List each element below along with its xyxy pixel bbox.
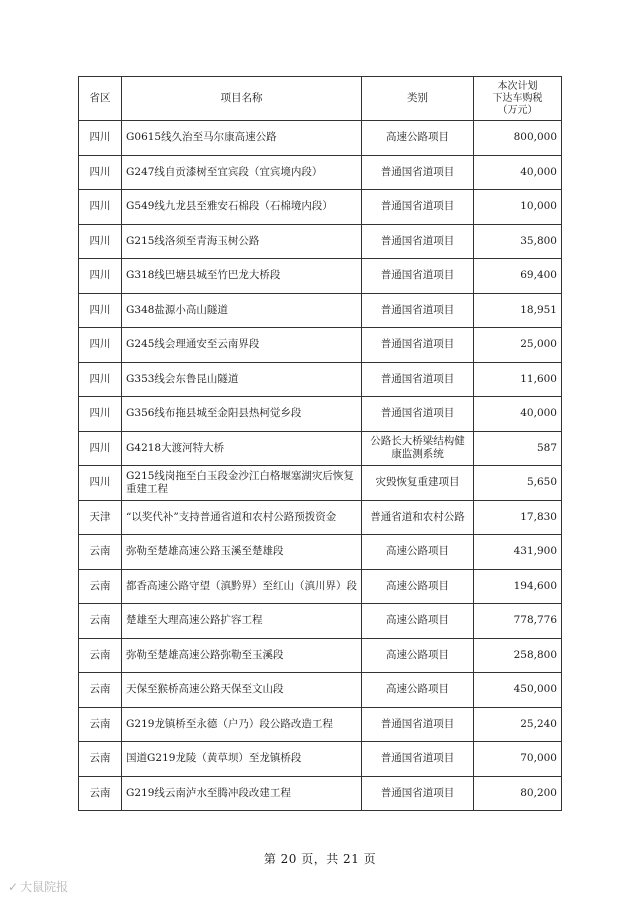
header-amount [474, 77, 562, 121]
cell-amount: 25,240 [474, 707, 562, 742]
cell-amount: 80,200 [474, 776, 562, 811]
table-row [79, 638, 562, 673]
table-row [79, 466, 562, 501]
cell-amount: 25,000 [474, 328, 562, 363]
cell-province: 四川 [79, 328, 122, 363]
cell-project-name: G247线自贡漆树至宜宾段（宜宾境内段） [122, 155, 362, 190]
cell-project-name: G215线岗拖至白玉段金沙江白格堰塞湖灾后恢复重建工程 [122, 466, 362, 501]
cell-category: 普通国省道项目 [362, 328, 474, 363]
header-amount-line-1: 本次计划 [497, 80, 538, 92]
table-row [79, 776, 562, 811]
page-footer: 第 20 页，共 21 页 [263, 852, 377, 866]
cell-amount: 800,000 [474, 121, 562, 156]
cell-province: 云南 [79, 742, 122, 777]
header-amount-line-2: 下达车购税 [492, 92, 543, 104]
cell-project-name: 天保至猴桥高速公路天保至文山段 [122, 673, 362, 708]
cell-amount: 194,600 [474, 569, 562, 604]
cell-category: 普通国省道项目 [362, 742, 474, 777]
cell-project-name: G245线会理通安至云南界段 [122, 328, 362, 363]
cell-project-name: G356线布拖县城至金阳县热柯觉乡段 [122, 397, 362, 432]
cell-amount: 18,951 [474, 293, 562, 328]
cell-category: 普通国省道项目 [362, 397, 474, 432]
cell-category: 高速公路项目 [362, 638, 474, 673]
table-row [79, 742, 562, 777]
cell-province: 四川 [79, 155, 122, 190]
cell-province: 天津 [79, 500, 122, 535]
cell-project-name: G215线洛须至青海玉树公路 [122, 224, 362, 259]
table-row [79, 500, 562, 535]
cell-project-name: G219线云南泸水至腾冲段改建工程 [122, 776, 362, 811]
cell-amount: 40,000 [474, 397, 562, 432]
cell-amount: 10,000 [474, 190, 562, 225]
cell-project-name: 弥勒至楚雄高速公路玉溪至楚雄段 [122, 535, 362, 570]
cell-category: 普通国省道项目 [362, 259, 474, 294]
cell-category: 公路长大桥梁结构健康监测系统 [362, 431, 474, 466]
cell-amount: 40,000 [474, 155, 562, 190]
cell-province: 四川 [79, 259, 122, 294]
cell-category: 普通国省道项目 [362, 155, 474, 190]
cell-province: 四川 [79, 293, 122, 328]
cell-amount: 11,600 [474, 362, 562, 397]
cell-project-name: “以奖代补”支持普通省道和农村公路预拨资金 [122, 500, 362, 535]
cell-category: 普通省道和农村公路 [362, 500, 474, 535]
table-row [79, 535, 562, 570]
cell-category: 高速公路项目 [362, 604, 474, 639]
cell-amount: 17,830 [474, 500, 562, 535]
cell-province: 四川 [79, 397, 122, 432]
cell-category: 普通国省道项目 [362, 293, 474, 328]
cell-province: 云南 [79, 707, 122, 742]
cell-category: 高速公路项目 [362, 673, 474, 708]
cell-province: 四川 [79, 190, 122, 225]
cell-category: 灾毁恢复重建项目 [362, 466, 474, 501]
table-row [79, 224, 562, 259]
cell-category: 高速公路项目 [362, 569, 474, 604]
table-row [79, 121, 562, 156]
cell-province: 云南 [79, 569, 122, 604]
header-province: 省区 [79, 77, 122, 121]
cell-category: 普通国省道项目 [362, 224, 474, 259]
cell-amount: 258,800 [474, 638, 562, 673]
cell-category: 普通国省道项目 [362, 362, 474, 397]
watermark-logo-icon: ✓ [8, 880, 19, 894]
table-row [79, 569, 562, 604]
table-row [79, 431, 562, 466]
cell-province: 四川 [79, 121, 122, 156]
cell-province: 云南 [79, 673, 122, 708]
project-table [78, 76, 562, 811]
cell-amount: 70,000 [474, 742, 562, 777]
table-row [79, 155, 562, 190]
cell-category: 高速公路项目 [362, 535, 474, 570]
cell-category: 高速公路项目 [362, 121, 474, 156]
table-row [79, 328, 562, 363]
cell-amount: 69,400 [474, 259, 562, 294]
table-row [79, 604, 562, 639]
cell-province: 云南 [79, 604, 122, 639]
table-row [79, 397, 562, 432]
watermark [8, 878, 68, 895]
table-row [79, 190, 562, 225]
cell-province: 云南 [79, 638, 122, 673]
cell-amount: 431,900 [474, 535, 562, 570]
cell-project-name: 都香高速公路守望（滇黔界）至红山（滇川界）段 [122, 569, 362, 604]
cell-province: 四川 [79, 431, 122, 466]
cell-project-name: 弥勒至楚雄高速公路弥勒至玉溪段 [122, 638, 362, 673]
cell-project-name: G353线会东鲁昆山隧道 [122, 362, 362, 397]
cell-category: 普通国省道项目 [362, 707, 474, 742]
cell-province: 四川 [79, 362, 122, 397]
cell-project-name: G219龙镇桥至永德（户乃）段公路改造工程 [122, 707, 362, 742]
table-row [79, 707, 562, 742]
cell-category: 普通国省道项目 [362, 776, 474, 811]
cell-province: 云南 [79, 535, 122, 570]
table-row [79, 293, 562, 328]
table-row [79, 673, 562, 708]
cell-amount: 778,776 [474, 604, 562, 639]
cell-project-name: G318线巴塘县城至竹巴龙大桥段 [122, 259, 362, 294]
cell-amount: 450,000 [474, 673, 562, 708]
watermark-text: 大鼠院报 [20, 880, 69, 894]
table-header-row [79, 77, 562, 121]
cell-project-name: G348盐源小高山隧道 [122, 293, 362, 328]
cell-amount: 587 [474, 431, 562, 466]
cell-category: 普通国省道项目 [362, 190, 474, 225]
cell-project-name: 国道G219龙陵（黄草坝）至龙镇桥段 [122, 742, 362, 777]
cell-project-name: G4218大渡河特大桥 [122, 431, 362, 466]
header-name: 项目名称 [122, 77, 362, 121]
cell-project-name: G549线九龙县至雅安石棉段（石棉境内段） [122, 190, 362, 225]
header-amount-line-3: （万元） [497, 104, 538, 116]
cell-amount: 5,650 [474, 466, 562, 501]
cell-project-name: G0615线久治至马尔康高速公路 [122, 121, 362, 156]
cell-province: 云南 [79, 776, 122, 811]
cell-province: 四川 [79, 224, 122, 259]
cell-project-name: 楚雄至大理高速公路扩容工程 [122, 604, 362, 639]
table-row [79, 259, 562, 294]
table-row [79, 362, 562, 397]
cell-amount: 35,800 [474, 224, 562, 259]
cell-province: 四川 [79, 466, 122, 501]
header-type: 类别 [362, 77, 474, 121]
